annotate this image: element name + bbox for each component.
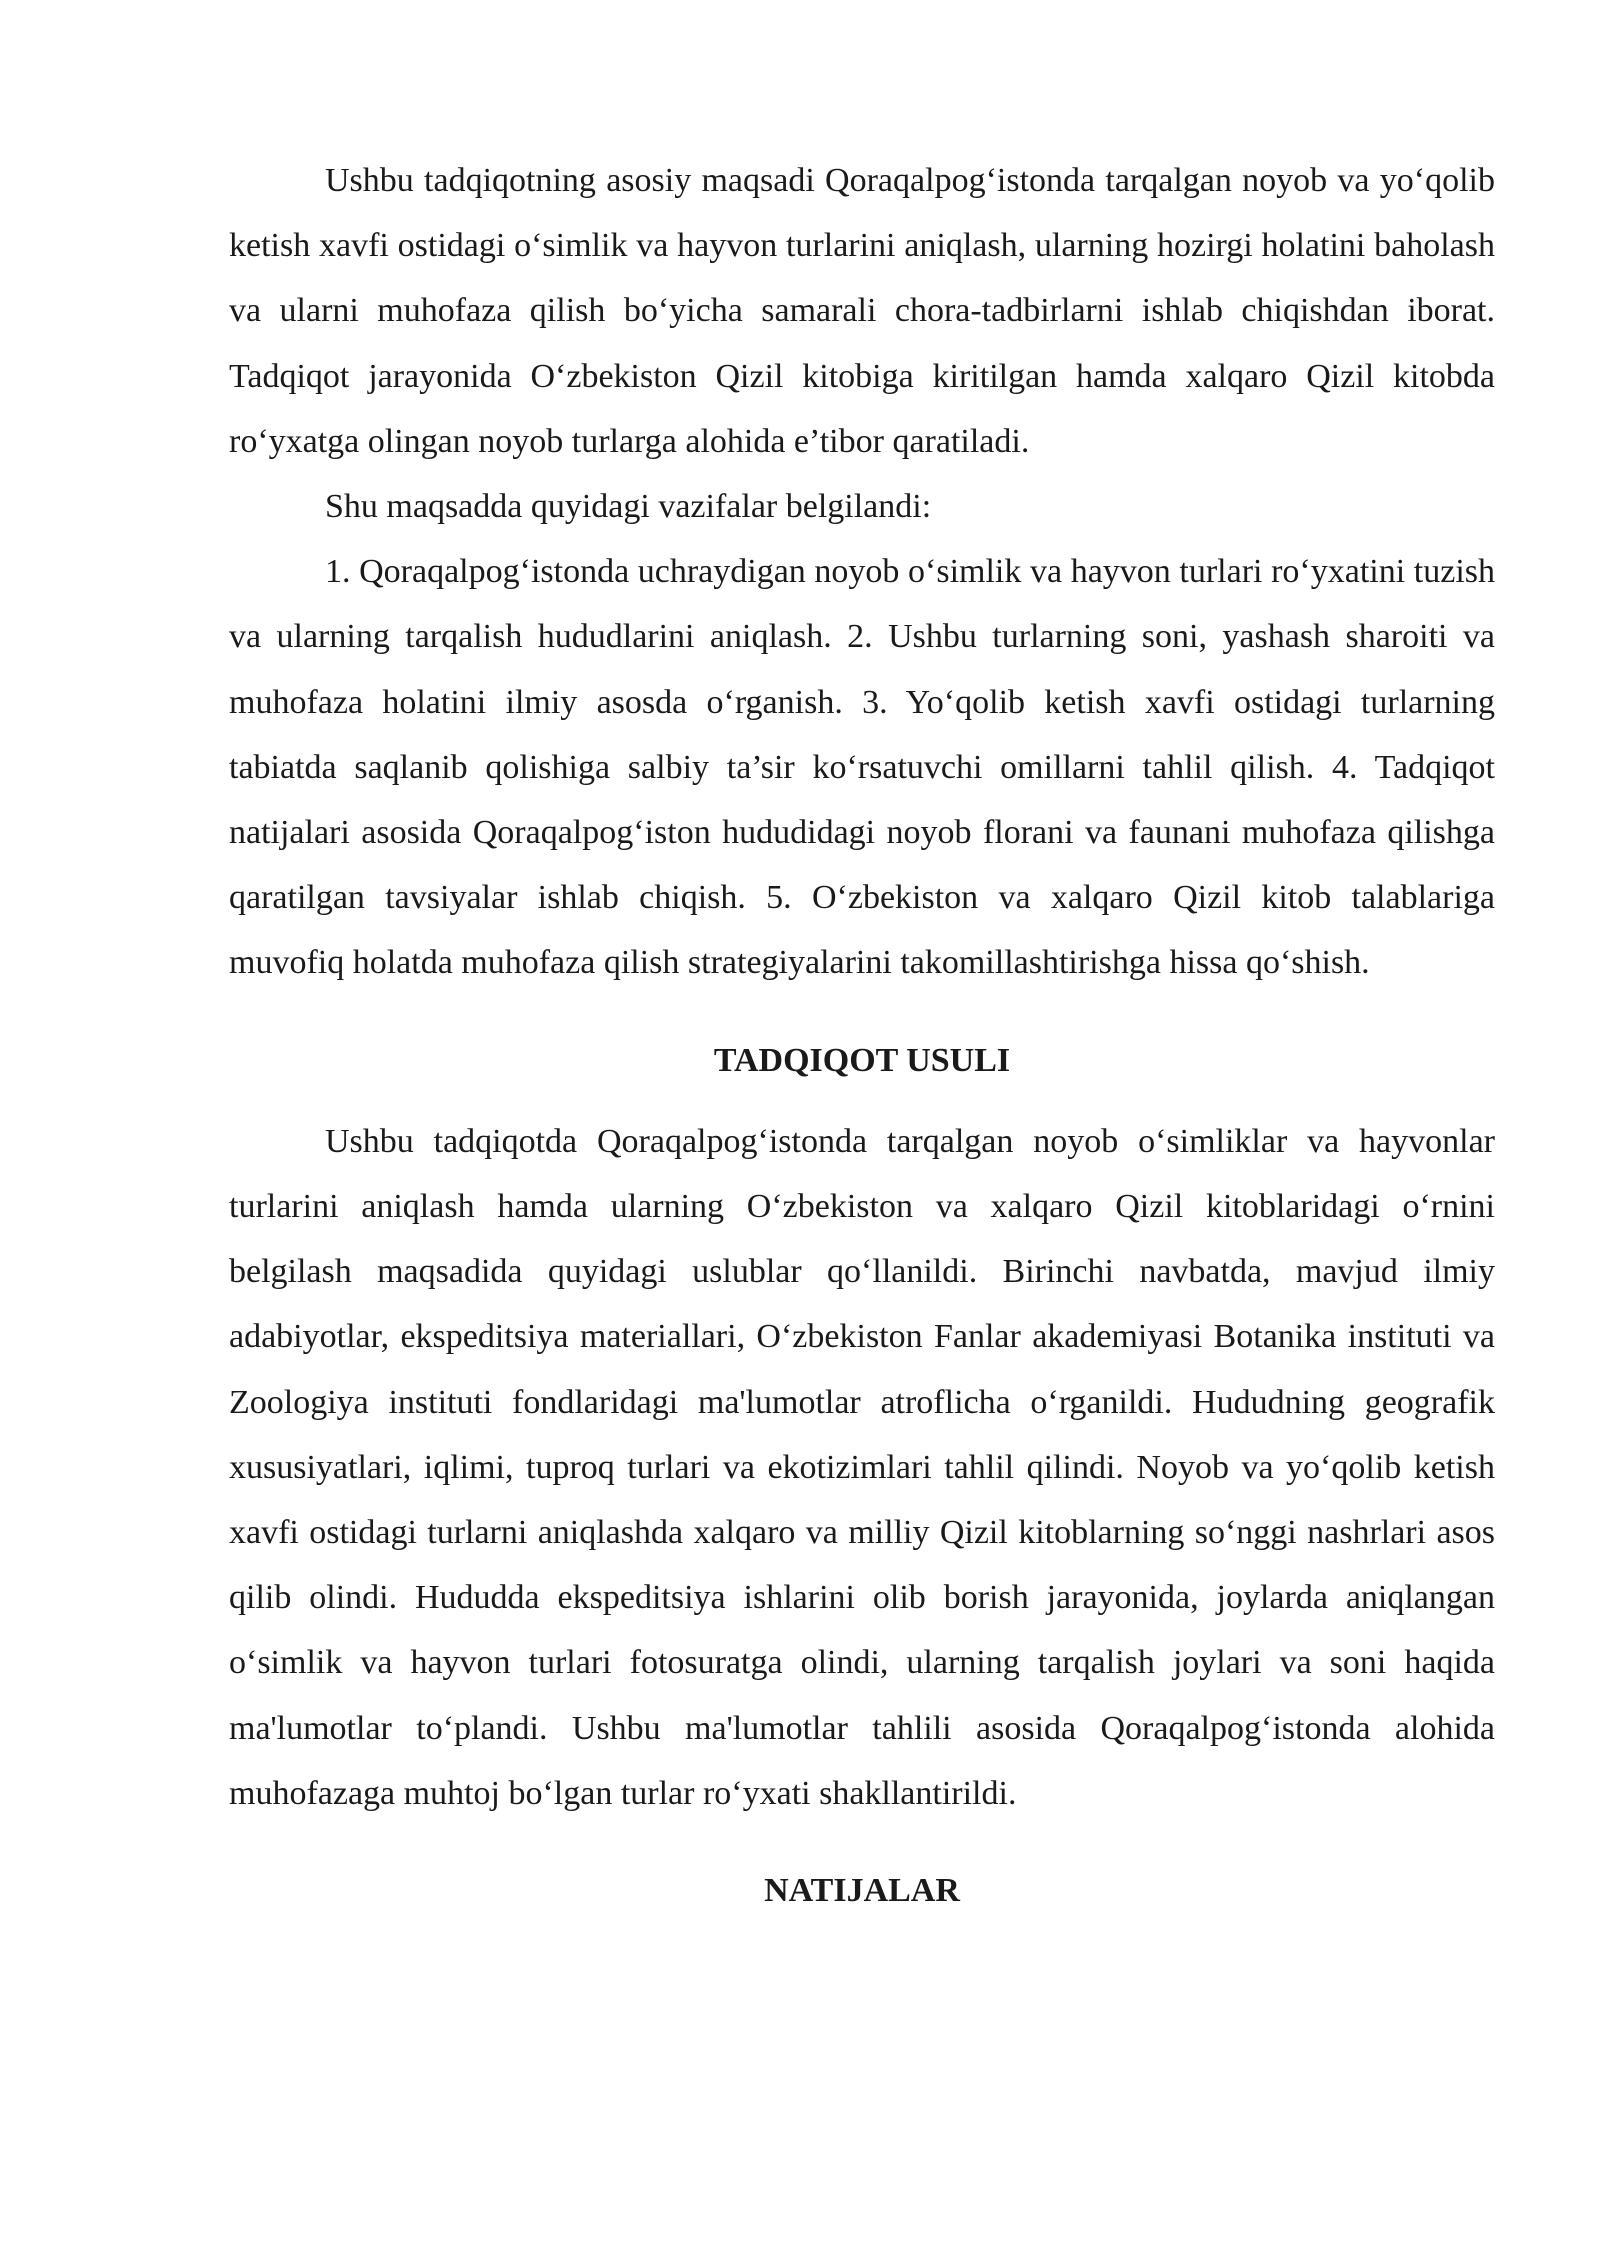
methods-paragraph: Ushbu tadqiqotda Qoraqalpog‘istonda tarqalgan noyob o‘simliklar va hayvonlar turlarini aniqlash hamda ularning O‘zbekiston va xalqaro Qizil kitoblaridagi o‘rnini belgilash maqsadida quyidagi uslublar qo‘llanildi. Birinchi navbatda, mavjud ilmiy adabiyotlar, ekspeditsiya materiallari, O‘zbekiston Fanlar akademiyasi Botanika instituti va Zoologiya instituti fondlaridagi ma'lumotlar atroflicha o‘rganildi. Hududning geografik xususiyatlari, iqlimi, tuproq turlari va ekotizimlari tahlil qilindi. Noyob va yo‘qolib ketish xavfi ostidagi turlarni aniqlashda xalqaro va milliy Qizil kitoblarning so‘nggi nashrlari asos qilib olindi. Hududda ekspeditsiya ishlarini olib borish jarayonida, joylarda aniqlangan o‘simlik va hayvon turlari fotosuratga olindi, ularning tarqalish joylari va soni haqida ma'lumotlar to‘plandi. Ushbu ma'lumotlar tahlili asosida Qoraqalpog‘istonda alohida muhofazaga muhtoj bo‘lgan turlar ro‘yxati shakllantirildi. (229, 1122, 1495, 1812)
intro-paragraph-tasks-lead: Shu maqsadda quyidagi vazifalar belgilandi: (325, 488, 932, 526)
intro-paragraph-tasks-list: 1. Qoraqalpog‘istonda uchraydigan noyob o‘simlik va hayvon turlari ro‘yxatini tuzish va ularning tarqalish hududlarini aniqlash. 2. Ushbu turlarning soni, yashash sharoiti va muhofaza holatini ilmiy asosda o‘rganish. 3. Yo‘qolib ketish xavfi ostidagi turlarning tabiatda saqlanib qolishiga salbiy ta’sir ko‘rsatuvchi omillarni tahlil qilish. 4. Tadqiqot natijalari asosida Qoraqalpog‘iston hududidagi noyob florani va faunani muhofaza qilishga qaratilgan tavsiyalar ishlab chiqish. 5. O‘zbekiston va xalqaro Qizil kitob talablariga muvofiq holatda muhofaza qilish strategiyalarini takomillashtirishga hissa qo‘shish. (229, 553, 1495, 982)
section-heading-results: NATIJALAR (764, 1872, 960, 1910)
section-heading-methods: TADQIQOT USULI (713, 1041, 1011, 1079)
intro-paragraph-aim: Ushbu tadqiqotning asosiy maqsadi Qoraqalpog‘istonda tarqalgan noyob va yo‘qolib ketish xavfi ostidagi o‘simlik va hayvon turlarini aniqlash, ularning hozirgi holatini baholash va ularni muhofaza qilish bo‘yicha samarali chora-tadbirlarni ishlab chiqishdan iborat. Tadqiqot jarayonida O‘zbekiston Qizil kitobiga kiritilgan hamda xalqaro Qizil kitobda ro‘yxatga olingan noyob turlarga alohida e’tibor qaratiladi. (229, 162, 1495, 460)
